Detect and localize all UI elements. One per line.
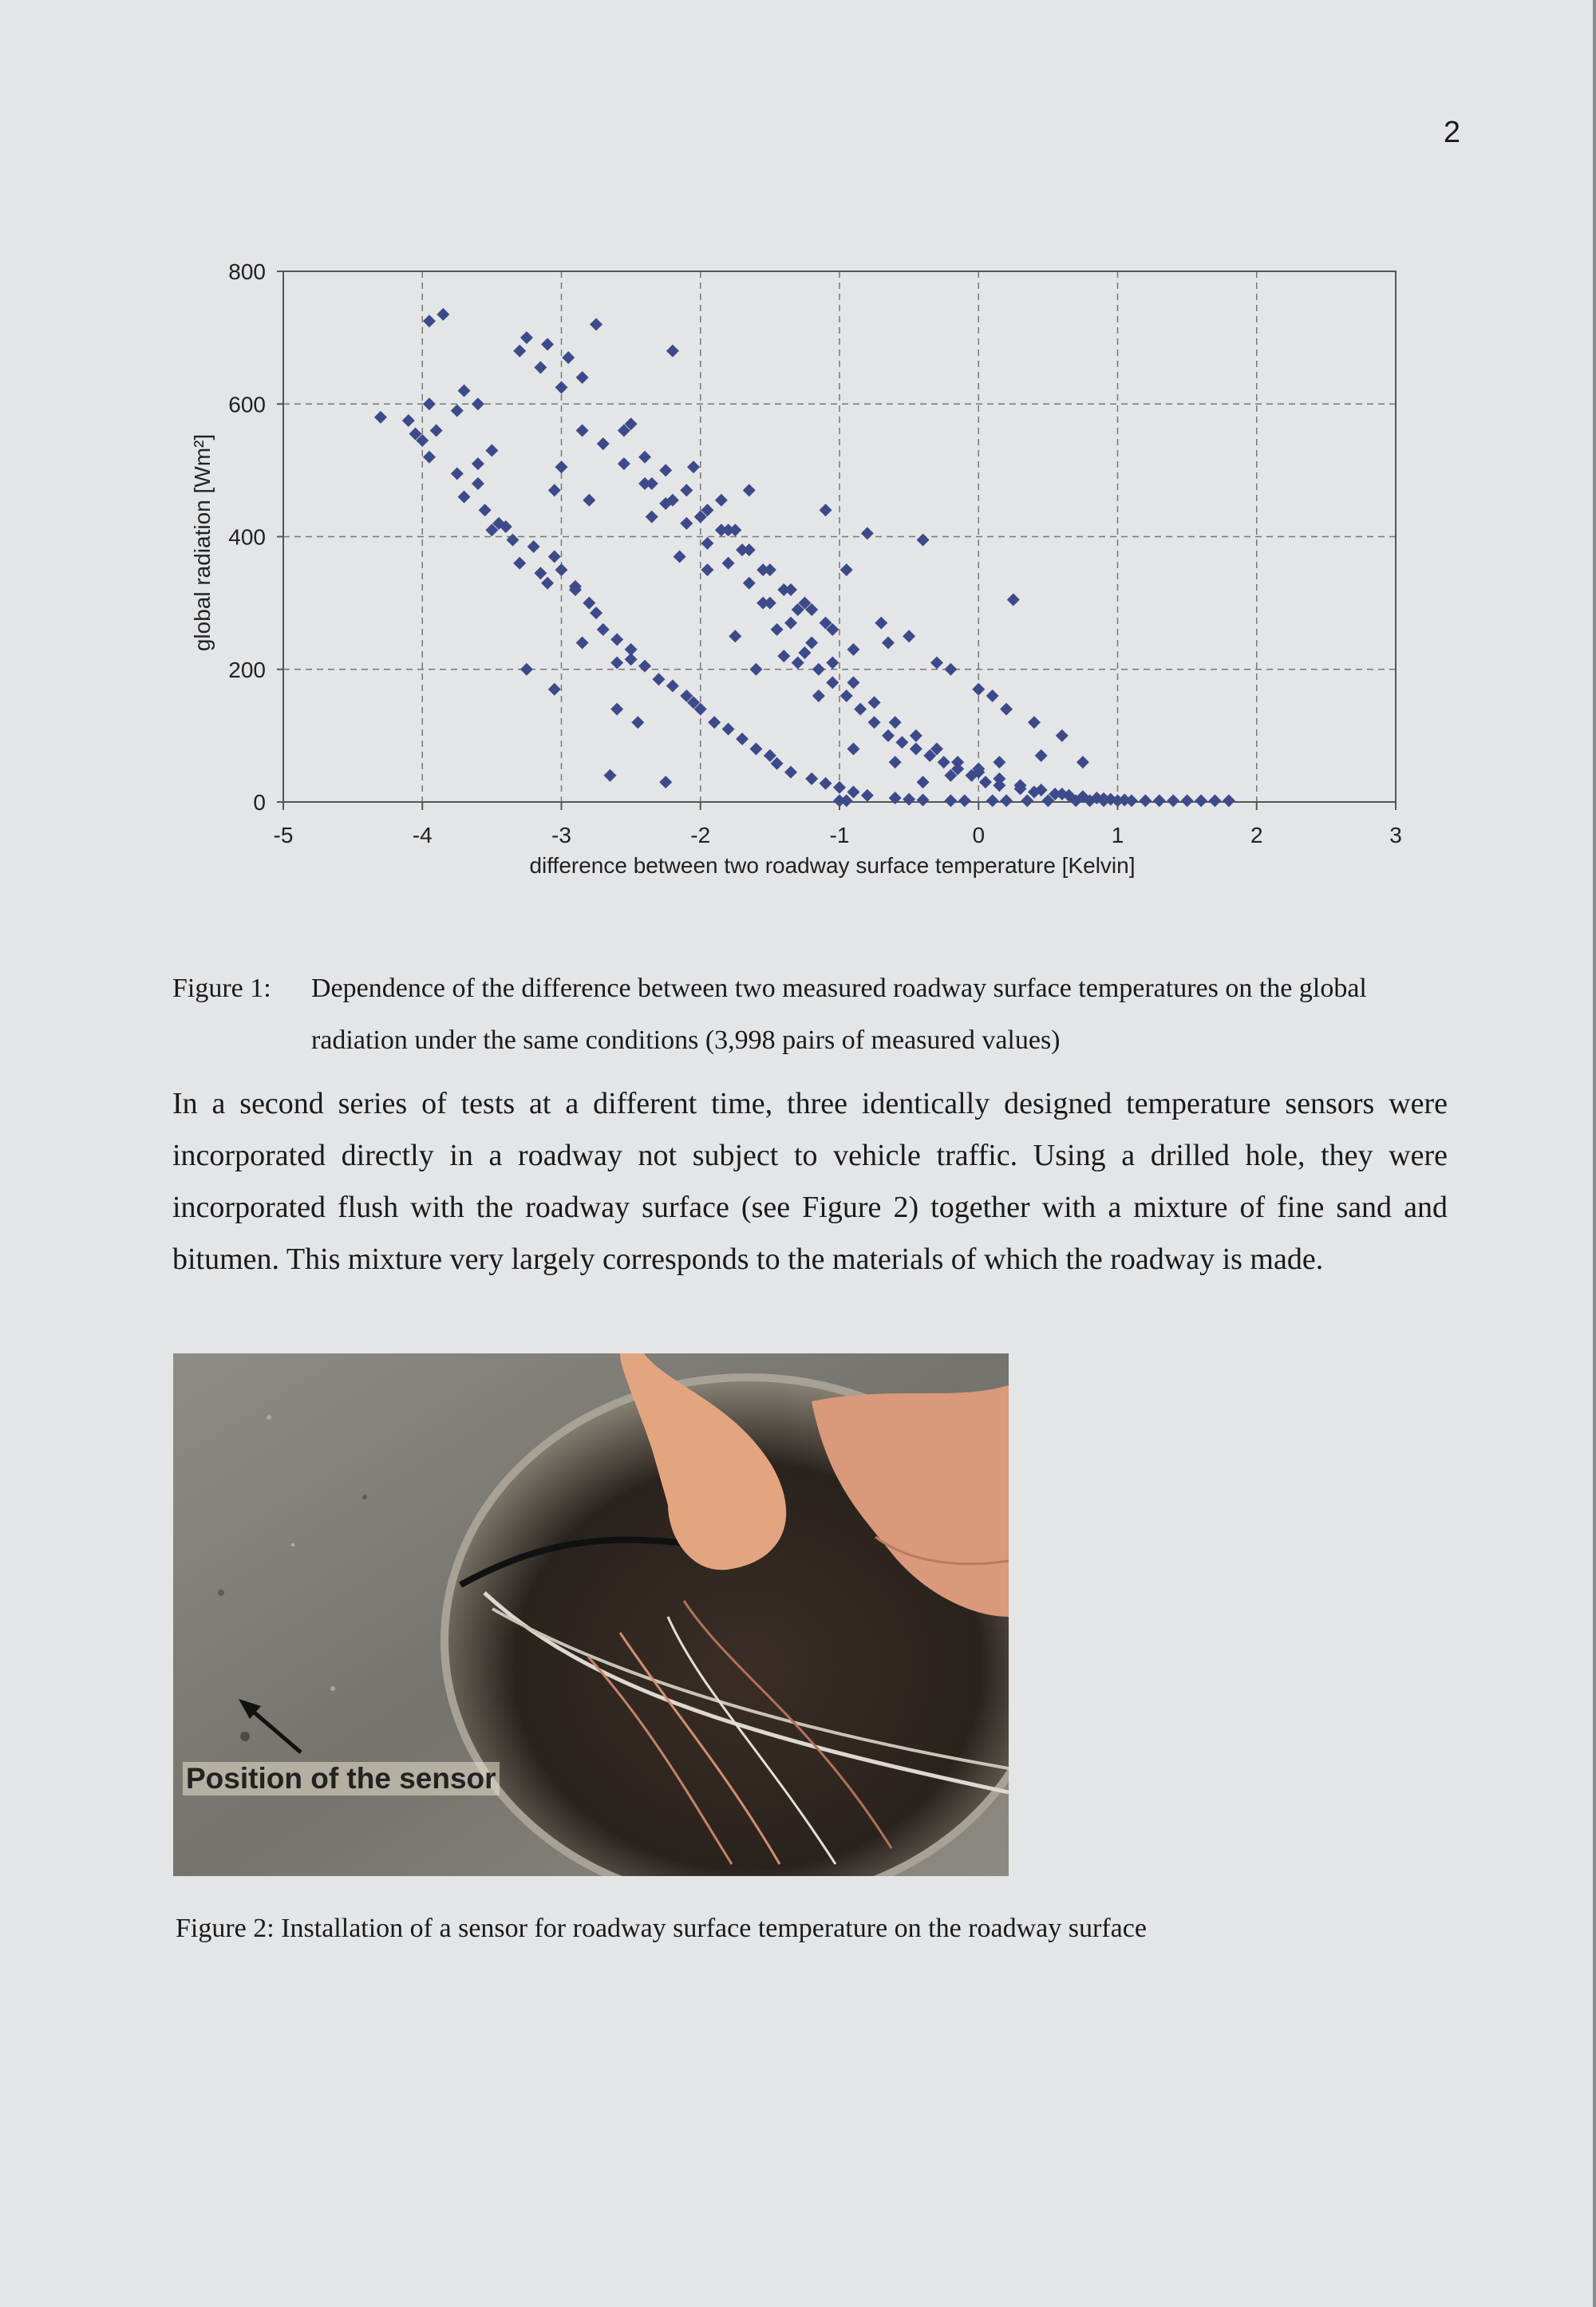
data-point (1153, 794, 1166, 807)
figure-1-text: Dependence of the difference between two measured roadway surface temperatures on the global radiation under the same conditions (3,998 pairs of measured values) (311, 974, 1367, 1055)
data-point (736, 733, 749, 745)
data-point (749, 743, 762, 756)
data-point (722, 523, 735, 536)
y-axis-label: global radiation [Wm²] (190, 433, 215, 652)
data-point (520, 331, 533, 344)
data-point (520, 663, 533, 676)
data-point (680, 517, 693, 530)
data-point (680, 484, 693, 496)
data-point (889, 756, 902, 768)
data-point (597, 623, 610, 636)
data-point (792, 656, 804, 669)
data-point (903, 793, 915, 806)
data-point (458, 491, 471, 504)
data-point (458, 385, 471, 397)
data-point (784, 583, 797, 596)
data-point (917, 794, 930, 807)
data-point (402, 414, 415, 427)
data-point (534, 567, 547, 579)
data-point (986, 689, 999, 702)
y-tick-label: 200 (228, 657, 266, 682)
data-point (451, 405, 464, 417)
data-point (715, 494, 728, 507)
data-point (507, 534, 519, 547)
data-point (1181, 794, 1194, 807)
x-axis-ticks (274, 802, 1402, 847)
data-point (485, 444, 498, 456)
sensor-installation-photo (173, 1353, 1009, 1876)
data-point (743, 543, 756, 556)
data-point (743, 577, 756, 590)
data-point (847, 643, 859, 656)
y-tick-label: 0 (253, 790, 266, 815)
scatter-chart (0, 0, 1596, 902)
data-points (374, 308, 1235, 807)
data-point (583, 494, 595, 507)
data-point (840, 689, 853, 702)
data-point (603, 769, 616, 782)
data-point (820, 777, 832, 790)
data-point (659, 464, 672, 476)
data-point (610, 703, 623, 716)
data-point (930, 656, 943, 669)
data-point (784, 617, 797, 630)
data-point (534, 361, 547, 374)
data-point (687, 460, 700, 473)
x-tick-label: 1 (1111, 823, 1124, 847)
y-axis-ticks (228, 259, 283, 815)
data-point (590, 606, 602, 619)
data-point (847, 743, 859, 756)
data-point (847, 676, 859, 689)
data-point (729, 630, 741, 642)
data-point (875, 617, 887, 630)
data-point (1139, 794, 1152, 807)
data-point (868, 716, 881, 729)
data-point (910, 743, 922, 756)
data-point (1056, 729, 1069, 742)
data-point (674, 550, 686, 563)
figure-2-caption: Figure 2: Installation of a sensor for roadway surface temperature on the roadway surface (176, 1914, 1147, 1943)
data-point (472, 457, 484, 470)
data-point (951, 756, 964, 768)
figure-1-caption (172, 962, 1449, 1066)
data-point (1208, 794, 1221, 807)
data-point (1167, 794, 1179, 807)
data-point (583, 597, 595, 610)
data-point (437, 308, 449, 321)
x-axis-label: difference between two roadway surface temperature [Kelvin] (529, 853, 1136, 878)
y-tick-label: 400 (228, 524, 266, 550)
data-point (423, 397, 436, 410)
data-point (1195, 794, 1207, 807)
data-point (610, 656, 623, 669)
data-point (638, 660, 651, 673)
y-tick-label: 600 (228, 392, 266, 417)
data-point (666, 345, 679, 358)
data-point (938, 756, 950, 768)
data-point (833, 781, 846, 794)
data-point (576, 425, 589, 437)
data-point (944, 794, 957, 807)
data-point (798, 646, 811, 659)
data-point (805, 772, 818, 785)
data-point (708, 716, 721, 729)
data-point (895, 736, 908, 749)
data-point (513, 557, 526, 570)
x-tick-label: -4 (412, 823, 433, 847)
data-point (882, 637, 895, 650)
data-point (826, 656, 839, 669)
data-point (638, 451, 651, 464)
data-point (826, 676, 839, 689)
data-point (638, 477, 651, 490)
body-paragraph: In a second series of tests at a different time, three identically designed temperature sensors were incorporated directly in a roadway not subject to vehicle traffic. Using a drilled hole, they were incorporated flush with the roadway surface (see Figure 2) together with a mixture of fine sand and bitumen. This mixture very largely corresponds to the materials of which the roadway is made. (172, 1087, 1448, 1276)
x-tick-label: -5 (273, 823, 294, 847)
data-point (659, 776, 672, 788)
data-point (764, 597, 776, 610)
data-point (882, 729, 895, 742)
data-point (472, 397, 484, 410)
data-point (1000, 703, 1013, 716)
data-point (917, 534, 930, 547)
data-point (743, 484, 756, 496)
photo-annotation-label: Position of the sensor (183, 1762, 500, 1795)
data-point (993, 772, 1005, 785)
data-point (861, 789, 874, 802)
data-point (958, 794, 971, 807)
data-point (764, 563, 776, 576)
data-point (541, 577, 554, 590)
x-tick-label: 2 (1250, 823, 1263, 847)
data-point (701, 537, 713, 550)
data-point (423, 451, 436, 464)
data-point (889, 716, 902, 729)
data-point (423, 314, 436, 327)
data-point (840, 563, 853, 576)
data-point (555, 563, 568, 576)
data-point (548, 550, 561, 563)
data-point (631, 716, 644, 729)
figure-1-label: Figure 1: (172, 974, 271, 1003)
data-point (903, 630, 915, 642)
data-point (1021, 794, 1033, 807)
data-point (610, 633, 623, 646)
data-point (777, 650, 790, 662)
data-point (590, 318, 602, 331)
data-point (666, 680, 679, 693)
photo-illustration (173, 1353, 1009, 1876)
data-point (722, 557, 735, 570)
data-point (618, 457, 630, 470)
data-point (513, 345, 526, 358)
data-point (597, 437, 610, 450)
data-point (979, 776, 992, 788)
data-point (701, 563, 713, 576)
data-point (784, 766, 797, 779)
data-point (1000, 794, 1013, 807)
data-point (917, 776, 930, 788)
data-point (541, 338, 554, 350)
data-point (625, 653, 638, 666)
page-number: 2 (1443, 116, 1460, 149)
data-point (972, 683, 985, 696)
data-point (555, 460, 568, 473)
x-tick-label: 3 (1389, 823, 1402, 847)
data-point (472, 477, 484, 490)
data-point (576, 637, 589, 650)
data-point (646, 511, 658, 523)
x-tick-label: -3 (551, 823, 571, 847)
data-point (986, 794, 999, 807)
data-point (555, 381, 568, 393)
data-point (576, 371, 589, 384)
data-point (944, 663, 957, 676)
x-tick-label: -2 (690, 823, 711, 847)
x-tick-label: -1 (829, 823, 850, 847)
data-point (861, 527, 874, 539)
chart-grid (283, 271, 1396, 802)
data-point (820, 504, 832, 516)
data-point (1223, 794, 1235, 807)
data-point (1077, 756, 1089, 768)
data-point (479, 504, 492, 516)
data-point (771, 623, 784, 636)
data-point (812, 663, 825, 676)
data-point (527, 540, 540, 553)
data-point (1028, 716, 1041, 729)
data-point (868, 696, 881, 709)
data-point (847, 786, 859, 799)
data-point (993, 756, 1005, 768)
data-point (1035, 749, 1048, 762)
data-point (812, 689, 825, 702)
data-point (562, 351, 575, 364)
data-point (548, 683, 561, 696)
data-point (1007, 593, 1020, 606)
data-point (430, 425, 443, 437)
data-point (749, 663, 762, 676)
data-point (722, 723, 735, 736)
data-point (374, 411, 387, 424)
data-point (652, 673, 665, 685)
y-tick-label: 800 (228, 259, 266, 284)
data-point (854, 703, 867, 716)
data-point (805, 637, 818, 650)
data-point (451, 468, 464, 480)
data-point (840, 794, 853, 807)
x-tick-label: 0 (972, 823, 986, 847)
data-point (910, 729, 922, 742)
data-point (548, 484, 561, 496)
